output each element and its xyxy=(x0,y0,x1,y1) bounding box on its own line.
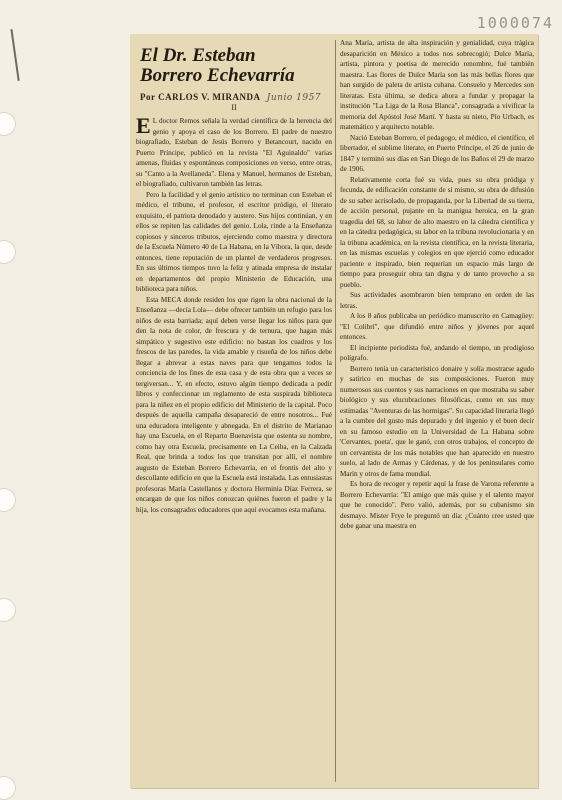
paragraph: El incipiente periodista fué, andando el tiempo, un prodigioso polígrafo. xyxy=(340,343,534,362)
binder-hole xyxy=(0,112,16,136)
right-column xyxy=(340,34,534,788)
author: Por CARLOS V. MIRANDA xyxy=(140,92,261,102)
pencil-mark xyxy=(10,27,33,81)
binder-hole xyxy=(0,488,16,512)
paragraph: Nació Esteban Borrero, el pedagogo, el médico, el científico, el libertador, el sublime literato, en Puerto Príncipe, el 26 de junio de 1847 y terminó sus días en San Diego de los Baños el 29 de marzo de 1906. xyxy=(340,133,534,173)
paragraph: E L doctor Remos señala la verdad científica de la herencia del genio y apoya el caso de los Borrero. El padre de nuestro biografiado, Esteban de Jesús Borrero y Betancourt, nacido en Puerto Príncipe, publicó en la revista "El Aguinaldo" varias amenas, fluidas y espontáneas composiciones en verso, entre otras, su "Canto a la Avellaneda". Elena y Manuel, hermanos de Esteban, el biografiado, cultivaron también las letras. xyxy=(136,113,332,188)
paragraph: Ana María, artista de alta inspiración y genialidad, cuya trágica desaparición en México a todos nos sobrecogió; Dulce María, artista, pintora y poetisa de merecido renombre, fué también maestra. Las flores de Dulce María son las más bellas flores que han surgido de paleta de artista cubana. Consuelo y Mercedes son literatas. Esta última, se dedica ahora a fundar y propagar la institución "La Liga de la Rosa Blanca", consagrada a vivificar la memoria del Apóstol José Martí. Y hasta su nieto, Pío Urbach, es matemático y arquitecto notable. xyxy=(340,39,534,131)
paragraph: Es hora de recoger y repetir aquí la frase de Varona referente a Borrero Echevarría: "El amigo que más quise y el talento mayor que he conocido". Pero valió, además, por su cubanismo sin desmayo. Mister Frye le preguntó un día: ¿Cuánto cree usted que debe ganar una maestra en xyxy=(340,480,534,530)
section-number: II xyxy=(231,103,237,112)
newspaper-clipping xyxy=(130,34,538,788)
column-divider xyxy=(335,40,336,782)
paragraph: Pero la facilidad y el genio artístico no terminan con Esteban el médico, el tribuno, el profesor, el escritor pródigo, el literato exquisito, el patriota denodado y austero. Sus hijos continúan, y en ellos se repiten las calidades del genio. Lola, rinde a la Enseñanza copiosos y sinceros tributos, ejerciendo como maestra y directora de la Escuela Número 40 de La Habana, en la Víbora, la que, desde entonces, tiene reputación de un plantel de verdaderos progresos. En sus últimos tiempos tuvo la feliz y atinada empresa de instalar en departamentos del propio Ministerio de Educación, una biblioteca para niños. xyxy=(136,190,332,293)
title-line-2: Borrero Echevarría xyxy=(140,65,295,86)
binder-hole xyxy=(0,598,16,622)
handwritten-date: Junio 1957 xyxy=(266,93,322,103)
paragraph: Sus actividades asombraron bien temprano en orden de las letras. xyxy=(340,291,534,310)
archive-stamp: 1000074 xyxy=(476,14,554,32)
paragraph: A los 8 años publicaba un periódico manuscrito en Camagüey: "El Colibrí", que difundió entre niños y jóvenes por aquel entonces. xyxy=(340,312,534,341)
title-line-1: El Dr. Esteban xyxy=(140,45,256,66)
paragraph: Borrero tenía un característico donaire y solía mostrarse agudo y satírico en muchas de sus composiciones. Fueron muy numerosos sus cuentos y sus narraciones en que mostraba su saber biológico y sus elucubraciones filosóficas, como en sus muy estimadas "Aventuras de las hormigas". Su capacidad literaria llegó a la cumbre del gusto más depurado y del ingenio y el buen decir en su famoso estudio en la Universidad de La Habana sobre 'Cervantes, poeta', que le ganó, con otros trabajos, el concepto de un cervantista de los más notables que han aparecido en nuestro suelo, al lado de Armas y Cárdenas, y de los peninsulares como Marín y otros de fama mundial. xyxy=(340,364,534,478)
article-title xyxy=(140,46,332,86)
left-column xyxy=(136,34,332,788)
drop-cap: E xyxy=(136,113,151,138)
binder-hole xyxy=(0,240,16,264)
binder-hole xyxy=(0,776,16,800)
byline xyxy=(140,92,332,103)
paragraph: Relativamente corta fué su vida, pues su obra pródiga y fecunda, de edificación constante de sí mismo, su obra de difusión de su saber acrisolado, de propaganda, por la Libertad de su tierra, de acción personal, pujante en la manigua heroica, en la gran tragedia del 68, su labor de alto maestro en la cátedra científica y en la cátedra pedagógica, su labor en la tribuna revolucionaria y en la tribuna académica, en la revista científica, en la revista literaria, en las mismas escuelas y colegios en que ejerció como educador paciente e inspirado, bien requerían un espacio más largo de tiempo para proseguir obra tan digna y de tanto provecho a su pueblo. xyxy=(340,175,534,289)
paragraph: Esta MECA donde residen los que rigen la obra nacional de la Enseñanza —decía Lola— debe ofrecer también un refugio para los niños de esta barriada; aquí deben verse llegar los niños para que den la nota de color, de frescura y de ternura, que hagan más simpático y sugestivo este edificio: no bastan los cuadros y los frescos de las paredes, la vida amable y risueña de los niños debe llegar a abrevar a estas naves para que tengamos todos la conciencia de los fines de esta casa y de esta obra que a veces se tergiversan... Y, en efecto, estuvo algún tiempo dedicada a pedir libros y confeccionar un reglamento de esta suspirada biblioteca para la niñez en el propio edificio del Ministerio de la capital. Poco después de aquella campaña desapareció de entre nosotros... Fué una educadora inteligente y abnegada. En el distrito de Marianao hay una Escuela, en el Reparto Buenavista que ostenta su nombre, como hay otra Escuela, precisamente en La Ceiba, en la Calzada Real, que brinda a todos los que transitan por allí, el nombre augusto de Esteban Borrero Echevarría, en el frontis del alto y descollante edificio en que la Escuela está instalada. Las entusiastas profesoras María Castellanos y doctora Herminia Díaz Ferrera, se encargan de que los niños conozcan quiénes fueron el padre y la hija, los consagrados educadores que aquí evocamos esta mañana. xyxy=(136,295,332,514)
